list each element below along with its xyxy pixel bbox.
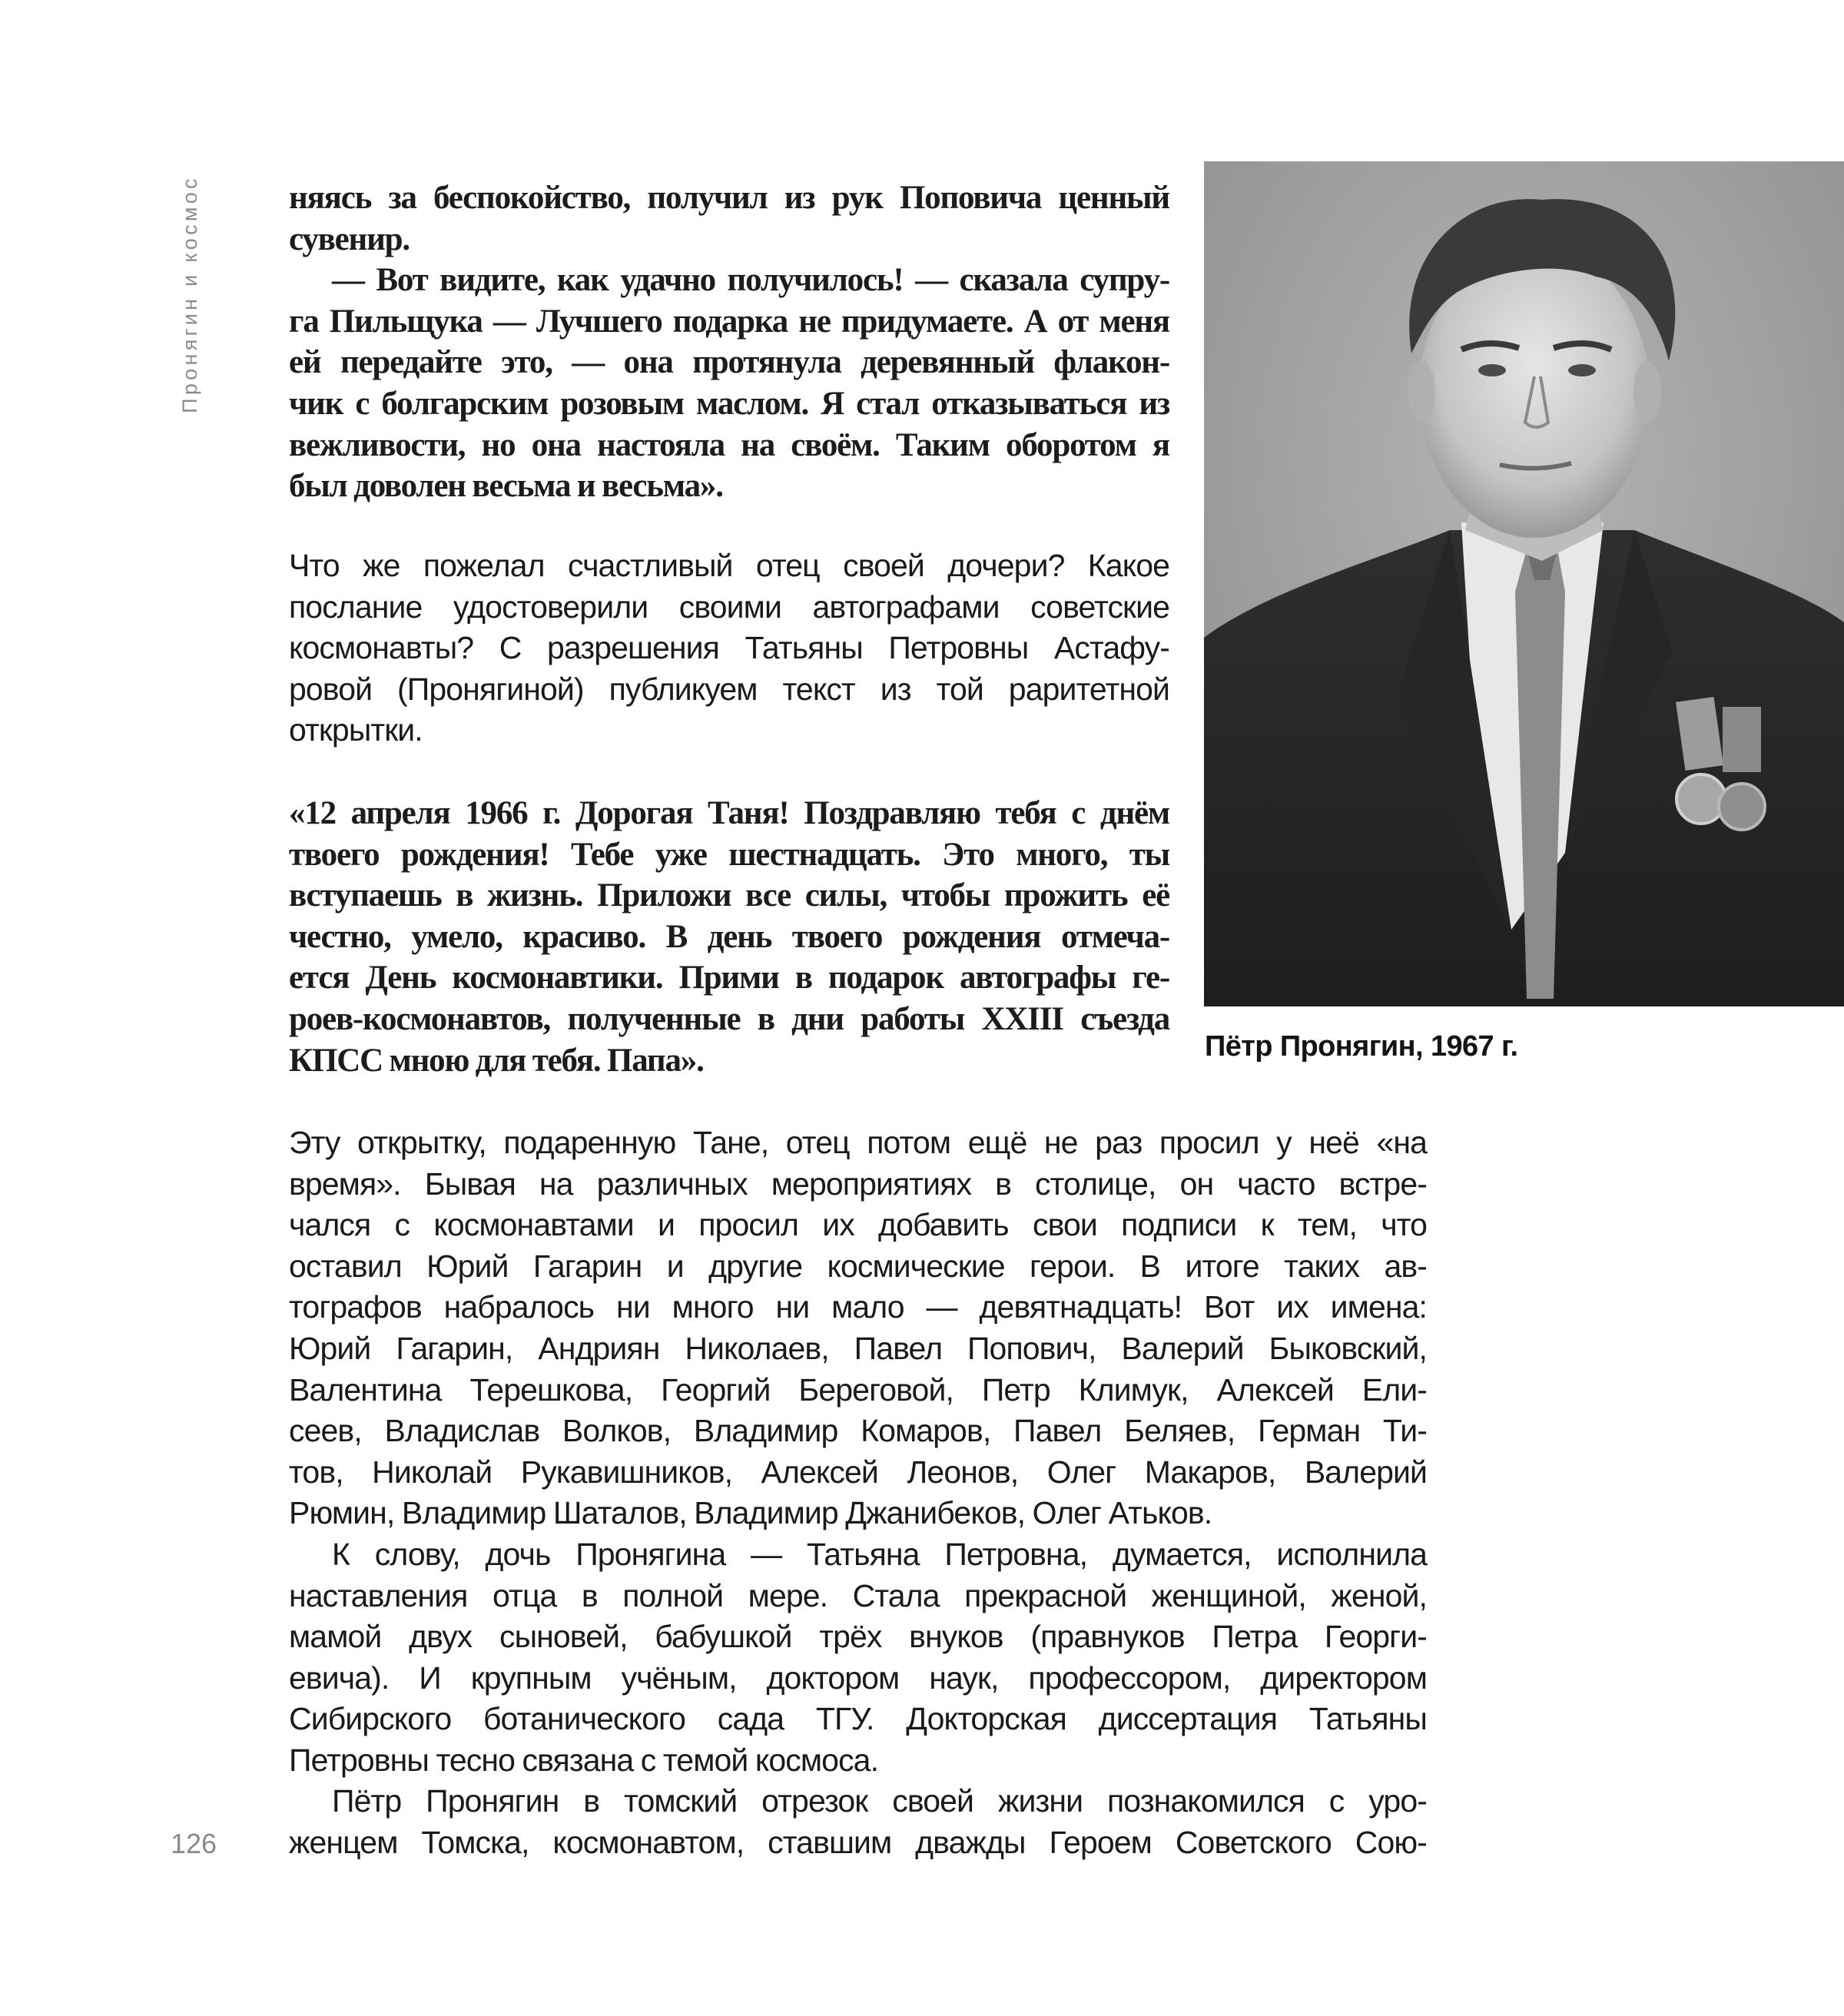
text-line: сеев, Владислав Волков, Владимир Комаров, Павел Беляев, Герман Ти-	[289, 1413, 1427, 1449]
text-line: евича). И крупным учёным, доктором наук, профессором, директором	[289, 1660, 1427, 1696]
text-line: Рюмин, Владимир Шаталов, Владимир Джанибеков, Олег Атьков.	[289, 1495, 1212, 1531]
text-line: наставления отца в полной мере. Стала прекрасной женщиной, женой,	[289, 1577, 1427, 1613]
text-line: был доволен весьма и весьма».	[289, 468, 723, 505]
text-line: — Вот видите, как удачно получилось! — сказала супру-	[332, 262, 1169, 299]
text-line: вступаешь в жизнь. Приложи все силы, чтобы прожить её	[289, 877, 1169, 914]
text-line: Петровны тесно связана с темой космоса.	[289, 1742, 879, 1778]
text-line: Валентина Терешкова, Георгий Береговой, Петр Климук, Алексей Ели-	[289, 1371, 1427, 1408]
text-line: К слову, дочь Пронягина — Татьяна Петровна, думается, исполнила	[332, 1537, 1427, 1572]
text-line: ется День космонавтики. Прими в подарок автографы ге-	[289, 960, 1169, 996]
text-line: тов, Николай Рукавишников, Алексей Леонов, Олег Макаров, Валерий	[289, 1454, 1427, 1490]
letter-quote	[289, 793, 1169, 1081]
paragraph-1	[289, 545, 1169, 751]
text-line: га Пильщука — Лучшего подарка не придумаете. А от меня	[289, 303, 1169, 340]
text-line: время». Бывая на различных мероприятиях в столице, он часто встре-	[289, 1166, 1427, 1202]
text-line: Сибирского ботанического сада ТГУ. Докторская диссертация Татьяны	[289, 1701, 1427, 1737]
text-line: КПСС мною для тебя. Папа».	[289, 1042, 704, 1079]
photo-caption: Пётр Пронягин, 1967 г.	[1205, 1030, 1518, 1063]
text-line: няясь за беспокойство, получил из рук Поповича ценный	[289, 180, 1169, 216]
page-number: 126	[171, 1828, 217, 1859]
quote-block-1	[289, 177, 1169, 507]
text-line: мамой двух сыновей, бабушкой трёх внуков (правнуков Петра Георги-	[289, 1619, 1427, 1655]
text-line: Пётр Пронягин в томский отрезок своей жизни познакомился с уро-	[332, 1783, 1427, 1819]
text-line: открытки.	[289, 712, 423, 748]
portrait-image	[1204, 161, 1844, 1006]
text-line: Что же пожелал счастливый отец своей дочери? Какое	[289, 548, 1169, 583]
text-line: космонавты? С разрешения Татьяны Петровны Астафу-	[289, 630, 1169, 666]
text-line: вежливости, но она настояла на своём. Таким оборотом я	[289, 426, 1169, 463]
text-line: «12 апреля 1966 г. Дорогая Таня! Поздравляю тебя с днём	[289, 795, 1169, 831]
text-line: чался с космонавтами и просил их добавить свои подписи к тем, что	[289, 1207, 1427, 1243]
text-line: ей передайте это, — она протянула деревянный флакон-	[289, 344, 1169, 381]
text-line: сувенир.	[289, 220, 410, 257]
text-line: тографов набралось ни много ни мало — девятнадцать! Вот их имена:	[289, 1289, 1427, 1325]
running-head: Пронягин и космос	[178, 175, 201, 413]
text-line: оставил Юрий Гагарин и другие космические герои. В итоге таких ав-	[289, 1248, 1427, 1284]
paragraph-3	[289, 1534, 1427, 1782]
text-line: Эту открытку, подаренную Тане, отец потом ещё не раз просил у неё «на	[289, 1125, 1427, 1160]
text-line: Юрий Гагарин, Андриян Николаев, Павел Попович, Валерий Быковский,	[289, 1330, 1427, 1366]
text-line: твоего рождения! Тебе уже шестнадцать. Это много, ты	[289, 836, 1169, 873]
paragraph-4	[289, 1781, 1427, 1863]
text-line: ровой (Пронягиной) публикуем текст из той раритетной	[289, 671, 1169, 707]
text-line: женцем Томска, космонавтом, ставшим дважды Героем Советского Сою-	[289, 1824, 1427, 1860]
paragraph-2	[289, 1122, 1427, 1534]
portrait-photo	[1204, 161, 1844, 1006]
text-line: честно, умело, красиво. В день твоего рождения отмеча-	[289, 918, 1169, 955]
text-line: послание удостоверили своими автографами советские	[289, 589, 1169, 625]
text-line: чик с болгарским розовым маслом. Я стал отказываться из	[289, 385, 1169, 422]
text-line: роев-космонавтов, полученные в дни работы XXIII съезда	[289, 1000, 1169, 1037]
